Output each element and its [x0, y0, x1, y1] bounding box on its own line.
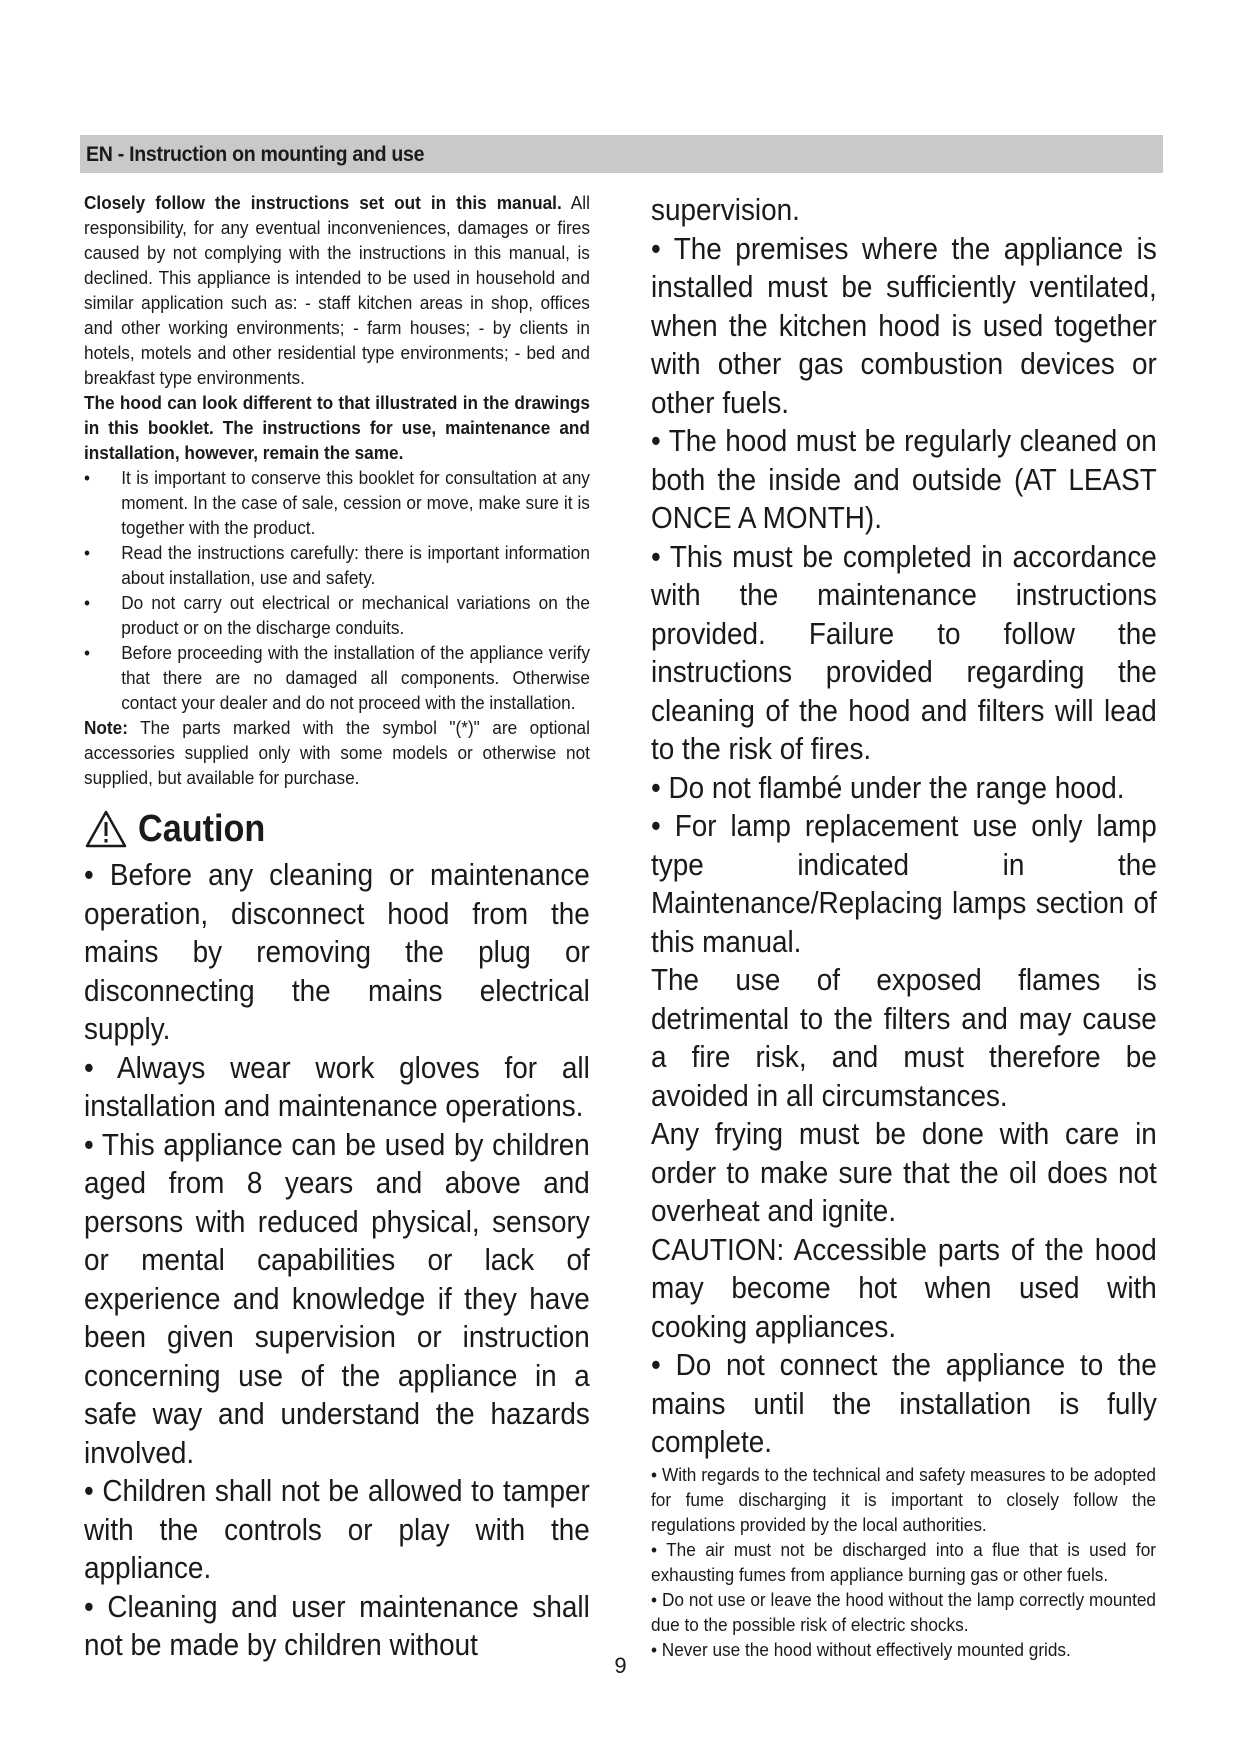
caution-heading — [84, 806, 590, 852]
caution-item: Any frying must be done with care in order to make sure that the oil does not overheat and ignite. — [651, 1116, 1157, 1228]
caution-item: • For lamp replacement use only lamp type indicated in the Maintenance/Replacing lamps section of this manual. — [651, 808, 1157, 959]
optional-parts-note: Note: The parts marked with the symbol "(*)" are optional accessories supplied only with some models or otherwise not supplied, but available for purchase. — [84, 717, 590, 788]
safety-note: • With regards to the technical and safety measures to be adopted for fume discharging it is important to closely follow the regulations provided by the local authorities. — [651, 1463, 1156, 1535]
caution-title: Caution — [138, 807, 266, 850]
caution-item: The use of exposed flames is detrimental to the filters and may cause a fire risk, and must therefore be avoided in all circumstances. — [651, 962, 1157, 1113]
list-item: • Read the instructions carefully: there is important information about installation, use and safety. — [84, 542, 590, 588]
caution-item: supervision. — [651, 192, 800, 227]
list-item: • It is important to conserve this booklet for consultation at any moment. In the case of sale, cession or move, make sure it is together with the product. — [84, 467, 590, 538]
intro-text: All responsibility, for any eventual inconveniences, damages or fires caused by not complying with the instructions in this manual, is declined. This appliance is intended to be used in household and similar application such as: - staff kitchen areas in shop, offices and other working environments; - farm houses; - by clients in hotels, motels and other residential type environments; - bed and breakfast type environments. — [84, 192, 590, 388]
caution-item: • Do not connect the appliance to the mains until the installation is fully complete. — [651, 1347, 1157, 1459]
safety-note: • The air must not be discharged into a flue that is used for exhausting fumes from appliance burning gas or other fuels. — [651, 1538, 1156, 1585]
section-title: EN - Instruction on mounting and use — [86, 143, 425, 166]
intro-paragraph — [84, 190, 590, 390]
caution-item: • Do not flambé under the range hood. — [651, 769, 1125, 805]
caution-item: CAUTION: Accessible parts of the hood may become hot when used with cooking appliances. — [651, 1231, 1157, 1344]
caution-item: • The hood must be regularly cleaned on both the inside and outside (AT LEAST ONCE A MONTH). — [651, 423, 1157, 535]
page-number: 9 — [614, 1653, 627, 1678]
caution-item: • The premises where the appliance is installed must be sufficiently ventilated, when the kitchen hood is used together with other gas combustion devices or other fuels. — [651, 230, 1157, 420]
intro-bold-text: Closely follow the instructions set out in this manual. — [84, 192, 562, 213]
warning-triangle-icon — [84, 809, 128, 849]
safety-note: • Never use the hood without effectively mounted grids. — [651, 1638, 1071, 1660]
right-column — [651, 191, 1156, 1662]
section-header-bar — [80, 135, 1163, 173]
appearance-note: The hood can look different to that illustrated in the drawings in this booklet. The instructions for use, maintenance and installation, however, remain the same. — [84, 392, 590, 463]
caution-item: • Always wear work gloves for all installation and maintenance operations. — [84, 1049, 590, 1123]
left-column — [84, 190, 590, 1665]
list-item: • Before proceeding with the installation of the appliance verify that there are no damaged all components. Otherwise contact your dealer and do not proceed with the installation. — [84, 642, 590, 713]
caution-item: • Cleaning and user maintenance shall not be made by children without — [84, 1588, 590, 1662]
caution-item: • This appliance can be used by children aged from 8 years and above and persons with reduced physical, sensory or mental capabilities or lack of experience and knowledge if they have been given supervision or instruction concerning use of the appliance in a safe way and understand the hazards involved. — [84, 1126, 590, 1470]
caution-item: • Children shall not be allowed to tamper with the controls or play with the appliance. — [84, 1473, 590, 1585]
list-item: • Do not carry out electrical or mechanical variations on the product or on the discharge conduits. — [84, 592, 590, 638]
caution-item: • Before any cleaning or maintenance operation, disconnect hood from the mains by removing the plug or disconnecting the mains electrical supply. — [84, 857, 590, 1046]
safety-note: • Do not use or leave the hood without the lamp correctly mounted due to the possible risk of electric shocks. — [651, 1588, 1156, 1635]
caution-item: • This must be completed in accordance with the maintenance instructions provided. Failure to follow the instructions provided regarding the cleaning of the hood and filters will lead to the risk of fires. — [651, 538, 1157, 766]
